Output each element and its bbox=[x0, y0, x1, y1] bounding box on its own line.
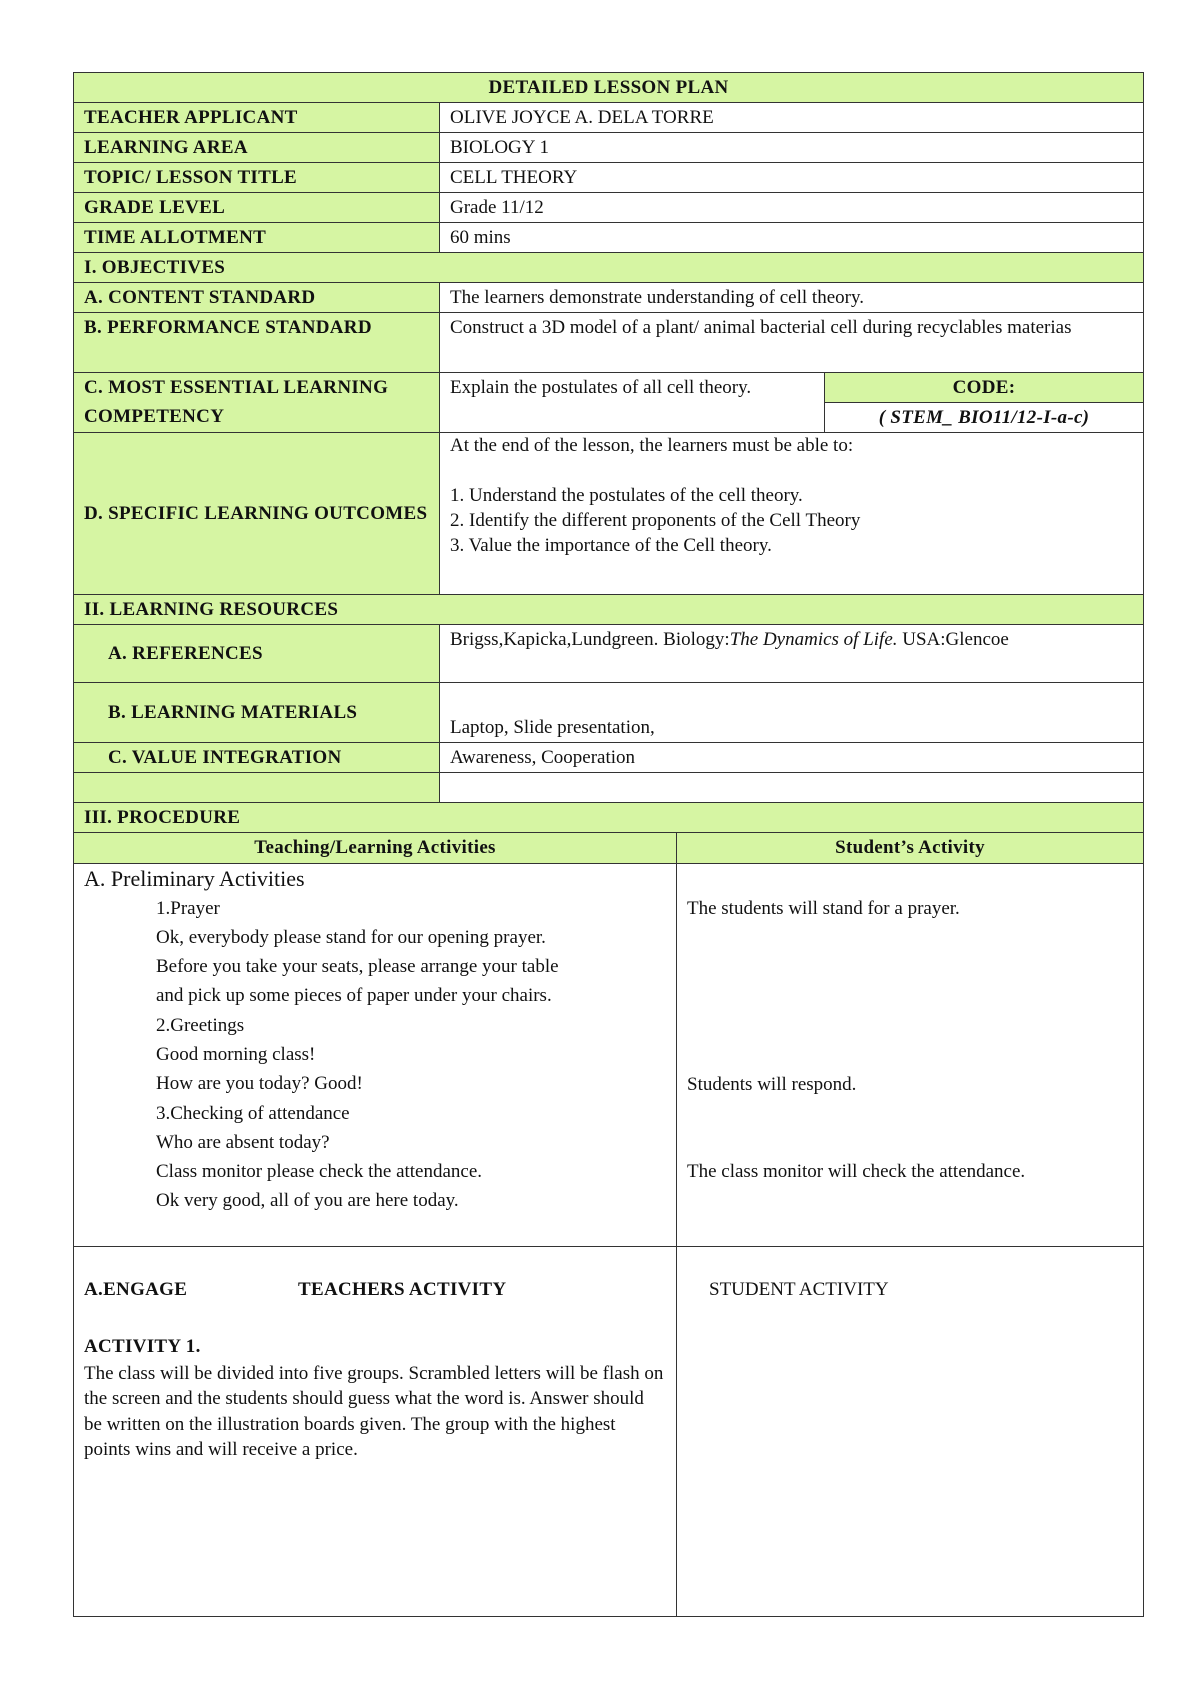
empty-value-cell bbox=[440, 773, 1144, 803]
slo-item: 1. Understand the postulates of the cell theory. bbox=[450, 485, 803, 506]
slo-label: D. SPECIFIC LEARNING OUTCOMES bbox=[74, 433, 440, 595]
procedure-heading: III. PROCEDURE bbox=[74, 803, 1144, 833]
engage-label: A.ENGAGE bbox=[84, 1278, 188, 1300]
document-title: DETAILED LESSON PLAN bbox=[74, 73, 1144, 103]
learning-materials-label: B. LEARNING MATERIALS bbox=[74, 683, 440, 743]
content-standard-value: The learners demonstrate understanding of cell theory. bbox=[440, 283, 1144, 313]
learning-area-label: LEARNING AREA bbox=[74, 133, 440, 163]
lesson-plan-document bbox=[73, 72, 1143, 1617]
activity-title: ACTIVITY 1. bbox=[84, 1335, 201, 1357]
melc-label: C. MOST ESSENTIAL LEARNING COMPETENCY bbox=[74, 373, 440, 433]
code-value: ( STEM_ BIO11/12-I-a-c) bbox=[825, 403, 1144, 433]
student-preliminary-cell bbox=[677, 863, 1144, 1246]
references-label: A. REFERENCES bbox=[74, 625, 440, 683]
teaching-activities-header: Teaching/Learning Activities bbox=[74, 833, 677, 863]
time-allotment-value: 60 mins bbox=[440, 223, 1144, 253]
procedure-table bbox=[73, 833, 1144, 1617]
preliminary-title: A. Preliminary Activities bbox=[84, 865, 305, 891]
teachers-activity-label: TEACHERS ACTIVITY bbox=[298, 1278, 507, 1300]
references-book-title: The Dynamics of Life. bbox=[729, 629, 898, 650]
topic-value: CELL THEORY bbox=[440, 163, 1144, 193]
student-prayer: The students will stand for a prayer. bbox=[687, 897, 960, 919]
performance-standard-value: Construct a 3D model of a plant/ animal bacterial cell during recyclables materias bbox=[440, 313, 1144, 373]
learning-materials-value: Laptop, Slide presentation, bbox=[440, 683, 1144, 743]
code-label: CODE: bbox=[825, 373, 1144, 403]
performance-standard-label: B. PERFORMANCE STANDARD bbox=[74, 313, 440, 373]
slo-item: 3. Value the importance of the Cell theory. bbox=[450, 535, 772, 556]
value-integration-label: C. VALUE INTEGRATION bbox=[74, 743, 440, 773]
student-attendance: The class monitor will check the attendance. bbox=[687, 1160, 1026, 1182]
slo-intro: At the end of the lesson, the learners must be able to: bbox=[450, 435, 854, 456]
student-activity-label: STUDENT ACTIVITY bbox=[709, 1278, 889, 1300]
learning-area-value: BIOLOGY 1 bbox=[440, 133, 1144, 163]
engage-heading-row bbox=[84, 1275, 666, 1304]
grade-level-value: Grade 11/12 bbox=[440, 193, 1144, 223]
lesson-plan-table bbox=[73, 72, 1144, 833]
time-allotment-label: TIME ALLOTMENT bbox=[74, 223, 440, 253]
content-standard-label: A. CONTENT STANDARD bbox=[74, 283, 440, 313]
preliminary-text: 1.Prayer Ok, everybody please stand for our opening prayer. Before you take your seats, please arrange your table and pick up some pieces of paper under your chairs. 2.Greetings Good morning class! How are you today? Good! 3.Checking of attendance Who are absent today? Class monitor please check the attendance. Ok very good, all of you are here today. bbox=[156, 897, 559, 1212]
activity-text: The class will be divided into five groups. Scrambled letters will be flash on the screen and the students should guess what the word is. Answer should be written on the illustration boards given. The group with the highest points wins and will receive a price. bbox=[84, 1362, 664, 1460]
value-integration-value: Awareness, Cooperation bbox=[440, 743, 1144, 773]
references-publisher: USA:Glencoe bbox=[897, 629, 1009, 650]
references-value bbox=[440, 625, 1144, 683]
teacher-applicant-label: TEACHER APPLICANT bbox=[74, 103, 440, 133]
slo-item: 2. Identify the different proponents of the Cell Theory bbox=[450, 510, 861, 531]
resources-heading: II. LEARNING RESOURCES bbox=[74, 595, 1144, 625]
student-activity-header: Student’s Activity bbox=[677, 833, 1144, 863]
engage-cell bbox=[74, 1246, 677, 1616]
grade-level-label: GRADE LEVEL bbox=[74, 193, 440, 223]
teacher-applicant-value: OLIVE JOYCE A. DELA TORRE bbox=[440, 103, 1144, 133]
slo-cell bbox=[440, 433, 1144, 595]
melc-value: Explain the postulates of all cell theory. bbox=[440, 373, 825, 433]
topic-label: TOPIC/ LESSON TITLE bbox=[74, 163, 440, 193]
student-engage-cell bbox=[677, 1246, 1144, 1616]
preliminary-activities-cell bbox=[74, 863, 677, 1246]
objectives-heading: I. OBJECTIVES bbox=[74, 253, 1144, 283]
student-respond: Students will respond. bbox=[687, 1073, 857, 1095]
empty-label-cell bbox=[74, 773, 440, 803]
references-authors: Brigss,Kapicka,Lundgreen. Biology: bbox=[450, 629, 730, 650]
